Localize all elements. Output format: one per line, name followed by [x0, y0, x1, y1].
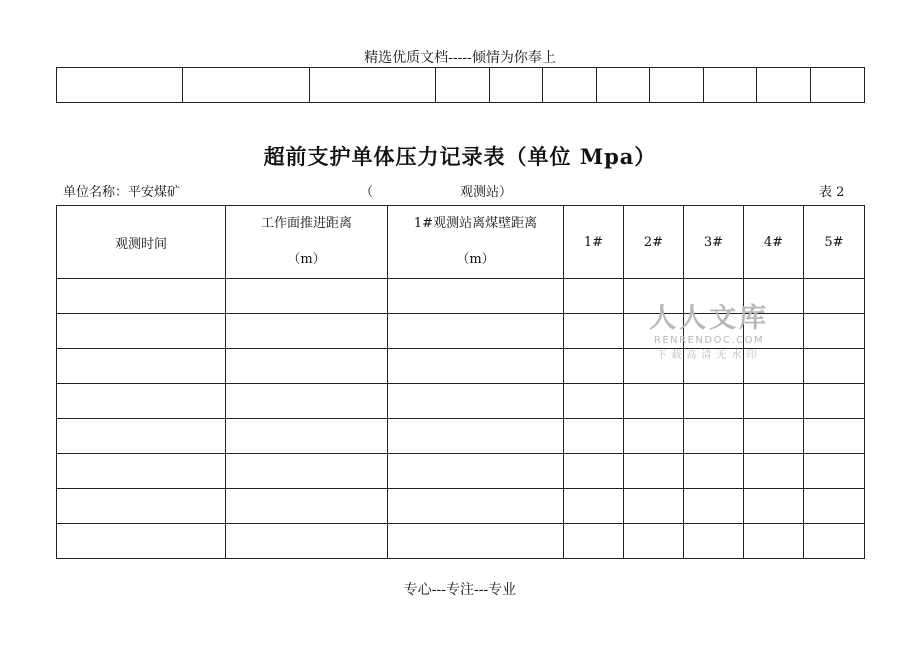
data-cell: [564, 279, 624, 314]
data-cell: [388, 524, 564, 559]
data-cell: [744, 454, 804, 489]
data-cell: [564, 349, 624, 384]
data-cell: [57, 384, 226, 419]
table-row: [57, 489, 865, 524]
watermark: [645, 296, 773, 361]
data-cell: [564, 384, 624, 419]
table-row: [57, 454, 865, 489]
data-cell: [684, 384, 744, 419]
station-open-paren: （: [360, 185, 374, 200]
data-cell: [388, 314, 564, 349]
data-cell: [684, 524, 744, 559]
data-cell: [564, 314, 624, 349]
data-cell: [226, 349, 388, 384]
top-cell: [597, 68, 650, 103]
data-cell: [57, 454, 226, 489]
data-cell: [57, 489, 226, 524]
data-cell: [804, 384, 865, 419]
data-cell: [804, 419, 865, 454]
data-cell: [226, 419, 388, 454]
col-prop-3: 3#: [684, 206, 744, 279]
data-cell: [804, 454, 865, 489]
data-cell: [684, 489, 744, 524]
col-prop-4: 4#: [744, 206, 804, 279]
document-title: 超前支护单体压力记录表（单位 Mpa）: [263, 144, 657, 169]
data-cell: [388, 489, 564, 524]
data-cell: [804, 314, 865, 349]
table-row: [57, 384, 865, 419]
data-cell: [804, 349, 865, 384]
col-prop-1: 1#: [564, 206, 624, 279]
top-cell: [650, 68, 704, 103]
col-station-wall-distance: [388, 206, 564, 279]
top-cell: [757, 68, 811, 103]
top-table-row: [57, 68, 865, 103]
data-cell: [564, 419, 624, 454]
data-cell: [684, 454, 744, 489]
data-cell: [744, 489, 804, 524]
data-cell: [57, 349, 226, 384]
unit-name: 单位名称：平安煤矿: [63, 185, 181, 200]
data-cell: [804, 524, 865, 559]
top-cell: [543, 68, 597, 103]
col-face-advance-distance: [226, 206, 388, 279]
footer-note: 专心---专注---专业: [403, 582, 517, 598]
data-cell: [57, 279, 226, 314]
data-cell: [226, 279, 388, 314]
col-prop-2: 2#: [624, 206, 684, 279]
table-row: [57, 419, 865, 454]
top-cell: [704, 68, 757, 103]
top-cell: [811, 68, 865, 103]
watermark-site: RENRENDOC.COM: [653, 335, 765, 346]
data-cell: [388, 419, 564, 454]
header-note: 精选优质文档-----倾情为你奉上: [364, 50, 556, 66]
data-cell: [564, 489, 624, 524]
data-cell: [57, 419, 226, 454]
data-cell: [624, 384, 684, 419]
table-number: 表 2: [819, 185, 845, 200]
data-cell: [564, 454, 624, 489]
table-row: [57, 524, 865, 559]
data-cell: [226, 454, 388, 489]
top-cell: [436, 68, 490, 103]
data-cell: [624, 454, 684, 489]
data-cell: [804, 489, 865, 524]
data-cell: [804, 279, 865, 314]
station-label: 观测站）: [460, 185, 513, 200]
data-cell: [744, 419, 804, 454]
data-cell: [388, 349, 564, 384]
top-cell: [57, 68, 183, 103]
data-cell: [684, 419, 744, 454]
col-observe-time: 观测时间: [57, 206, 226, 279]
data-cell: [624, 524, 684, 559]
col-station-wall-label: 1#观测站离煤壁距离: [413, 216, 538, 231]
col-station-wall-unit: （m）: [456, 252, 495, 267]
watermark-logo-text: 人人文库: [649, 303, 769, 334]
data-cell: [624, 489, 684, 524]
top-cell: [310, 68, 436, 103]
data-cell: [226, 524, 388, 559]
data-cell: [226, 314, 388, 349]
pressure-record-table: [56, 205, 865, 559]
col-prop-5: 5#: [804, 206, 865, 279]
data-cell: [388, 279, 564, 314]
data-cell: [564, 524, 624, 559]
data-cell: [226, 489, 388, 524]
top-cell: [490, 68, 543, 103]
col-face-advance-unit: （m）: [287, 252, 326, 267]
col-face-advance-label: 工作面推进距离: [260, 216, 352, 231]
data-cell: [57, 524, 226, 559]
data-cell: [624, 419, 684, 454]
data-cell: [744, 384, 804, 419]
data-cell: [388, 454, 564, 489]
data-cell: [226, 384, 388, 419]
data-cell: [744, 524, 804, 559]
top-blank-table: [56, 67, 865, 103]
data-cell: [388, 384, 564, 419]
table-header-row: [57, 206, 865, 279]
data-cell: [57, 314, 226, 349]
watermark-tagline: 下载高清无水印: [656, 350, 762, 361]
top-cell: [183, 68, 310, 103]
